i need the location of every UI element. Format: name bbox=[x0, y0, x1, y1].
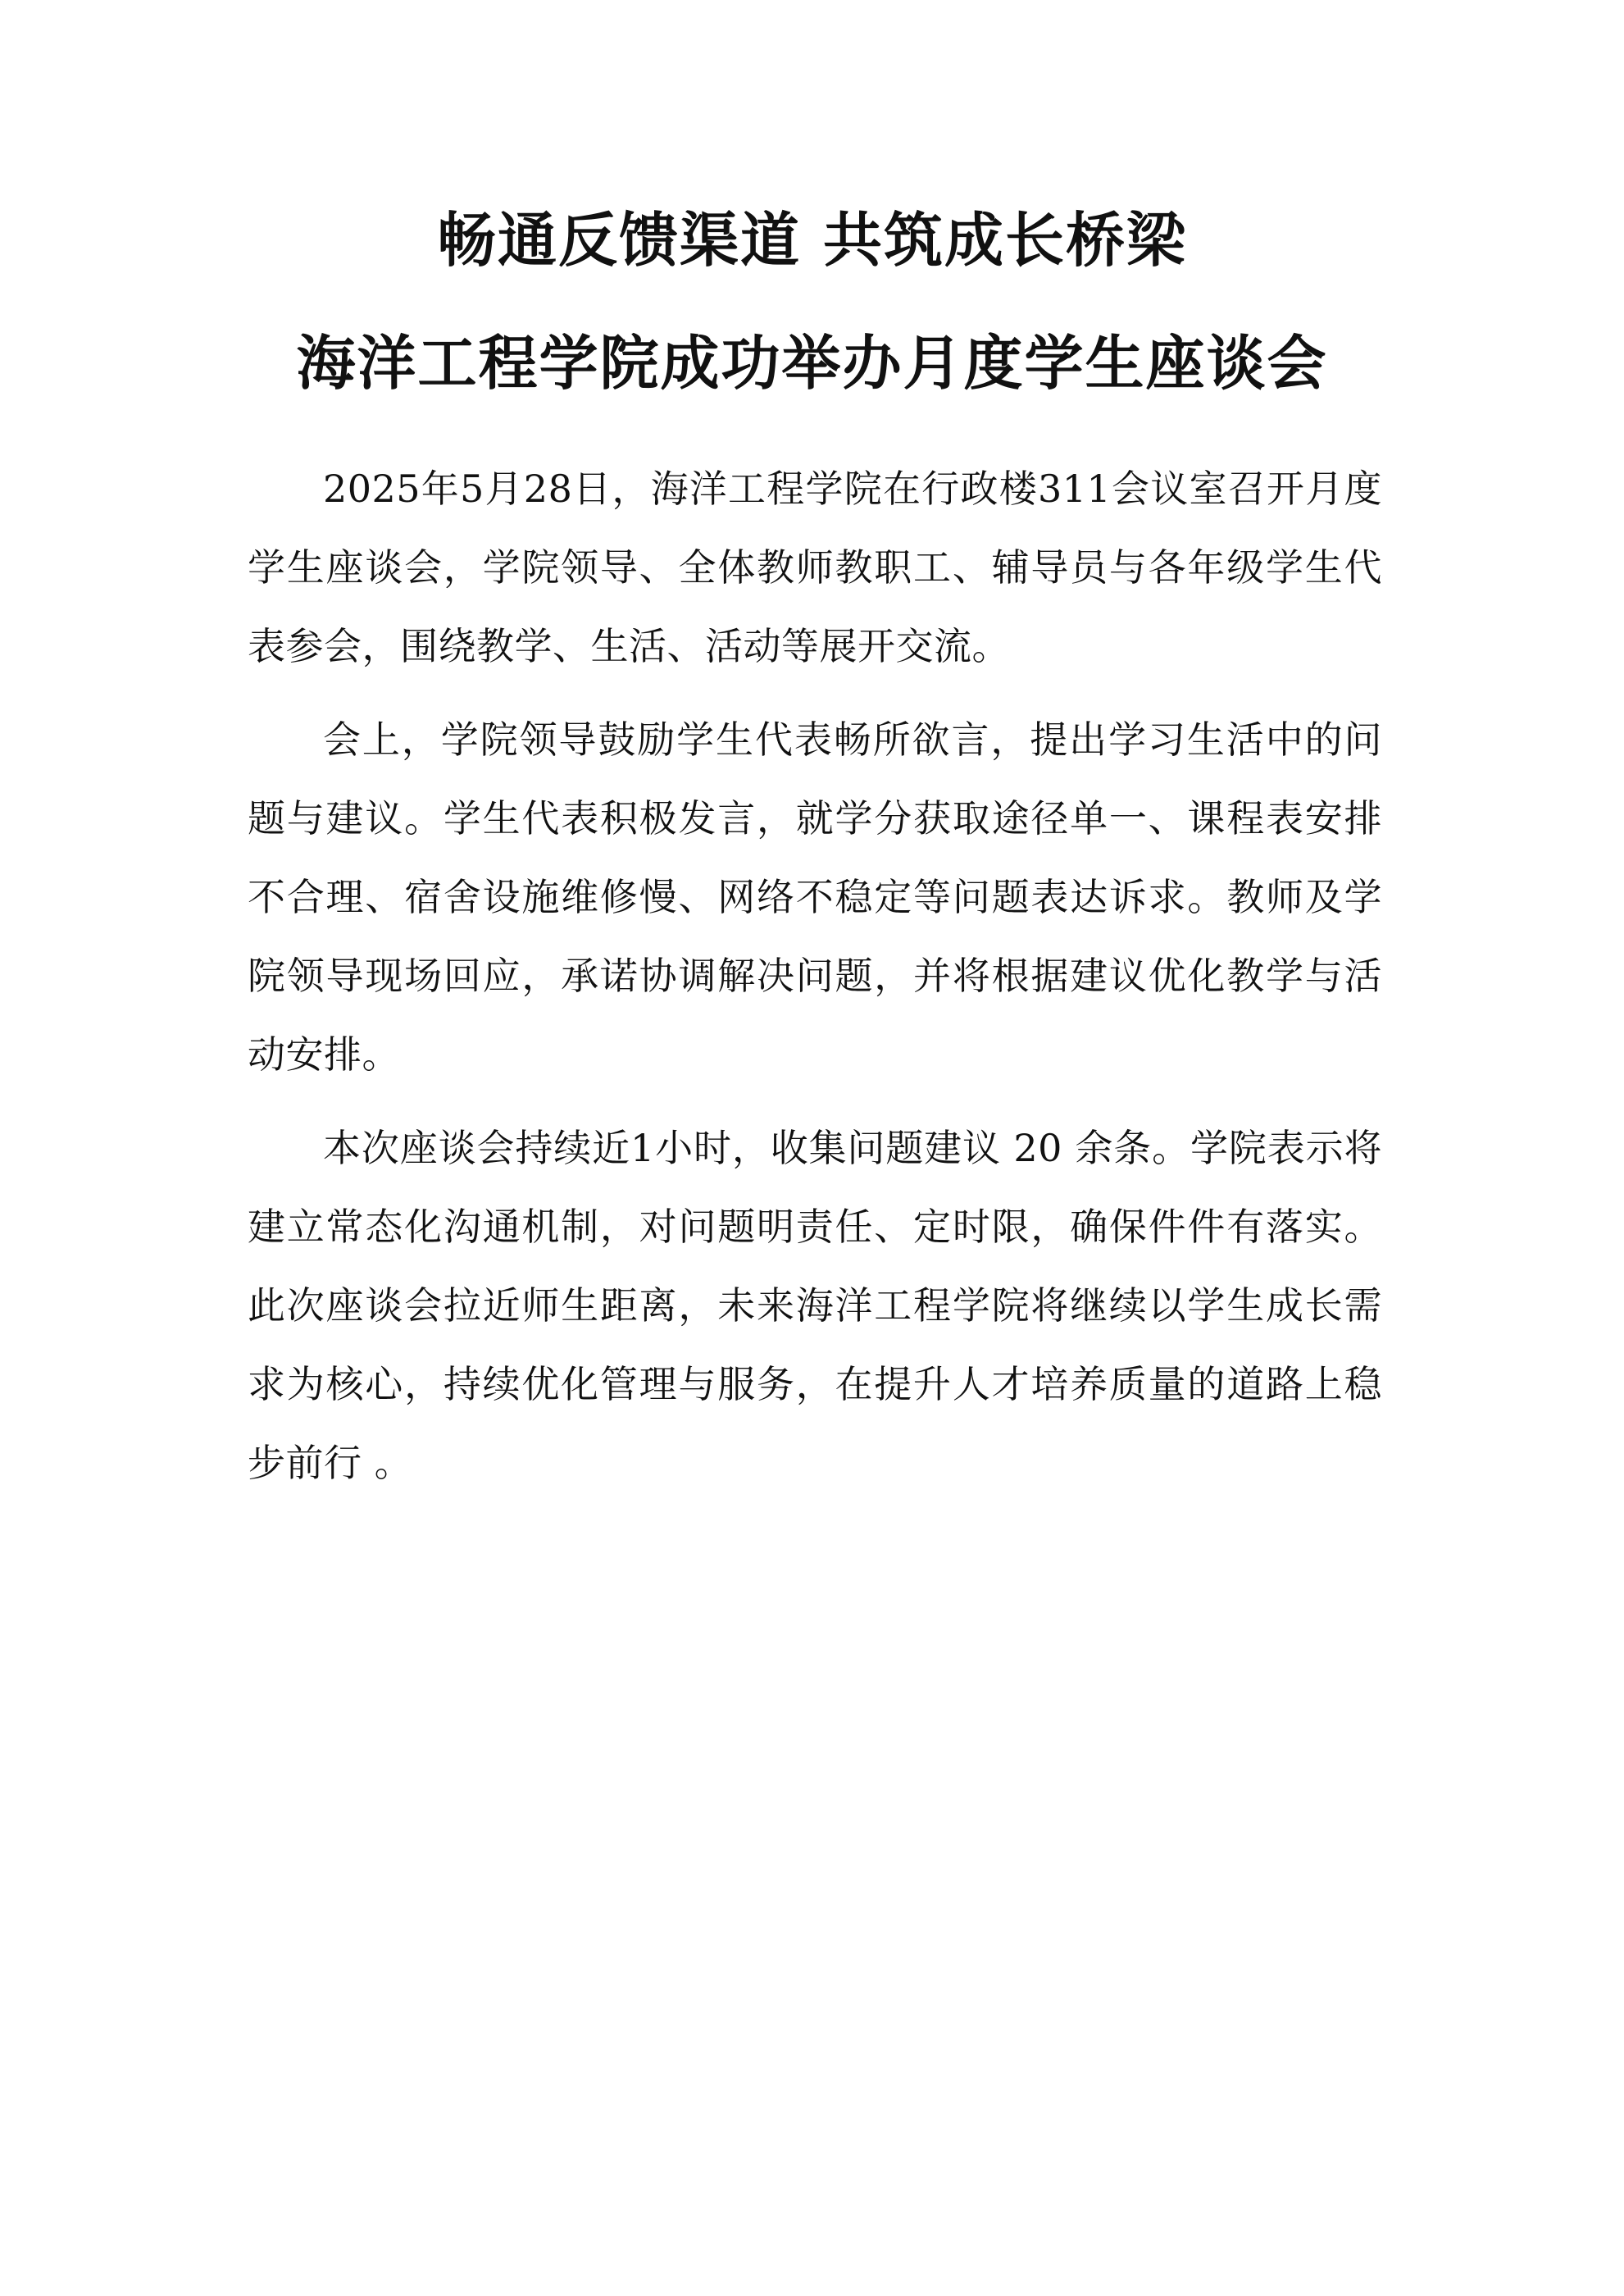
paragraph-1: 2025年5月28日，海洋工程学院在行政楼311会议室召开月度学生座谈会，学院领导、全体教师教职工、辅导员与各年级学生代表参会，围绕教学、生活、活动等展开交流。 bbox=[248, 467, 1382, 668]
paragraph-3: 本次座谈会持续近1小时，收集问题建议 20 余条。学院表示将建立常态化沟通机制，对问题明责任、定时限，确保件件有落实。此次座谈会拉近师生距离，未来海洋工程学院将继续以学生成长需求为核心，持续优化管理与服务，在提升人才培养质量的道路上稳步前行 。 bbox=[248, 1126, 1382, 1485]
title-line-2: 海洋工程学院成功举办月度学生座谈会 bbox=[296, 329, 1328, 398]
article-body bbox=[248, 449, 1382, 1517]
paragraph-2: 会上，学院领导鼓励学生代表畅所欲言，提出学习生活中的问题与建议。学生代表积极发言，就学分获取途径单一、课程表安排不合理、宿舍设施维修慢、网络不稳定等问题表达诉求。教师及学院领导现场回应，承诺协调解决问题，并将根据建议优化教学与活动安排。 bbox=[248, 718, 1382, 1077]
title-line-1: 畅通反馈渠道 共筑成长桥梁 bbox=[436, 206, 1188, 275]
